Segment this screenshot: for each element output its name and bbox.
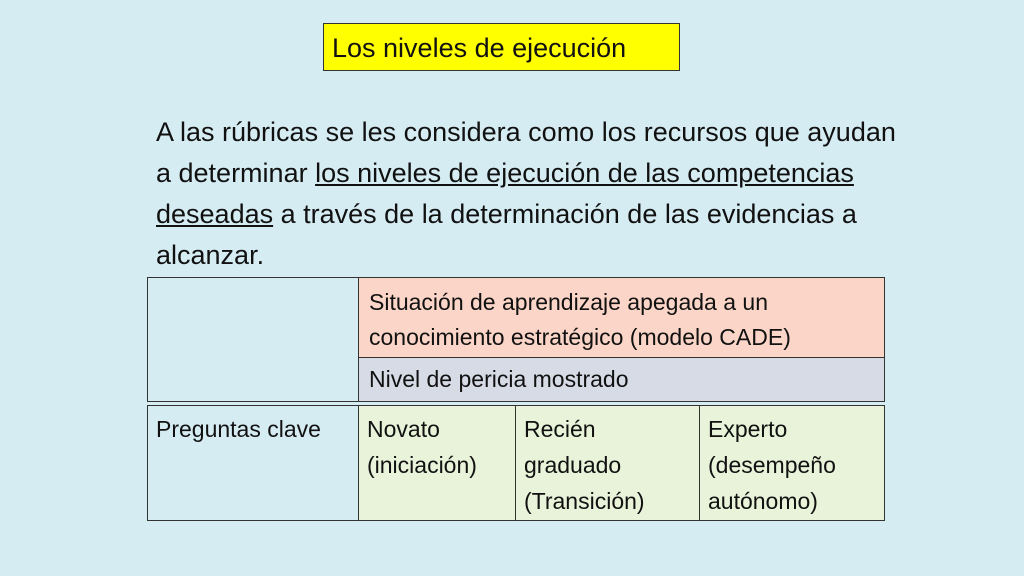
expertise-level-cell: Nivel de pericia mostrado [359,358,884,401]
lower-table [147,405,885,521]
level-expert-cell: Experto (desempeño autónomo) [700,406,884,520]
paragraph-underlined-text: los niveles de ejecución de las competencias deseadas [156,158,854,229]
slide-title: Los niveles de ejecución [323,23,680,71]
level-novice-cell: Novato (iniciación) [359,406,516,520]
upper-table [147,277,885,402]
upper-table-empty-cell [148,278,359,401]
body-paragraph [156,112,916,276]
paragraph-text-2: a través de la determinación de las evidencias a alcanzar. [156,199,857,270]
paragraph-text-1: A las rúbricas se les considera como los recursos que ayudan a determinar [156,117,896,188]
key-questions-cell: Preguntas clave [148,406,359,520]
situation-cell: Situación de aprendizaje apegada a un conocimiento estratégico (modelo CADE) [359,278,884,358]
level-graduate-cell: Recién graduado (Transición) [516,406,700,520]
